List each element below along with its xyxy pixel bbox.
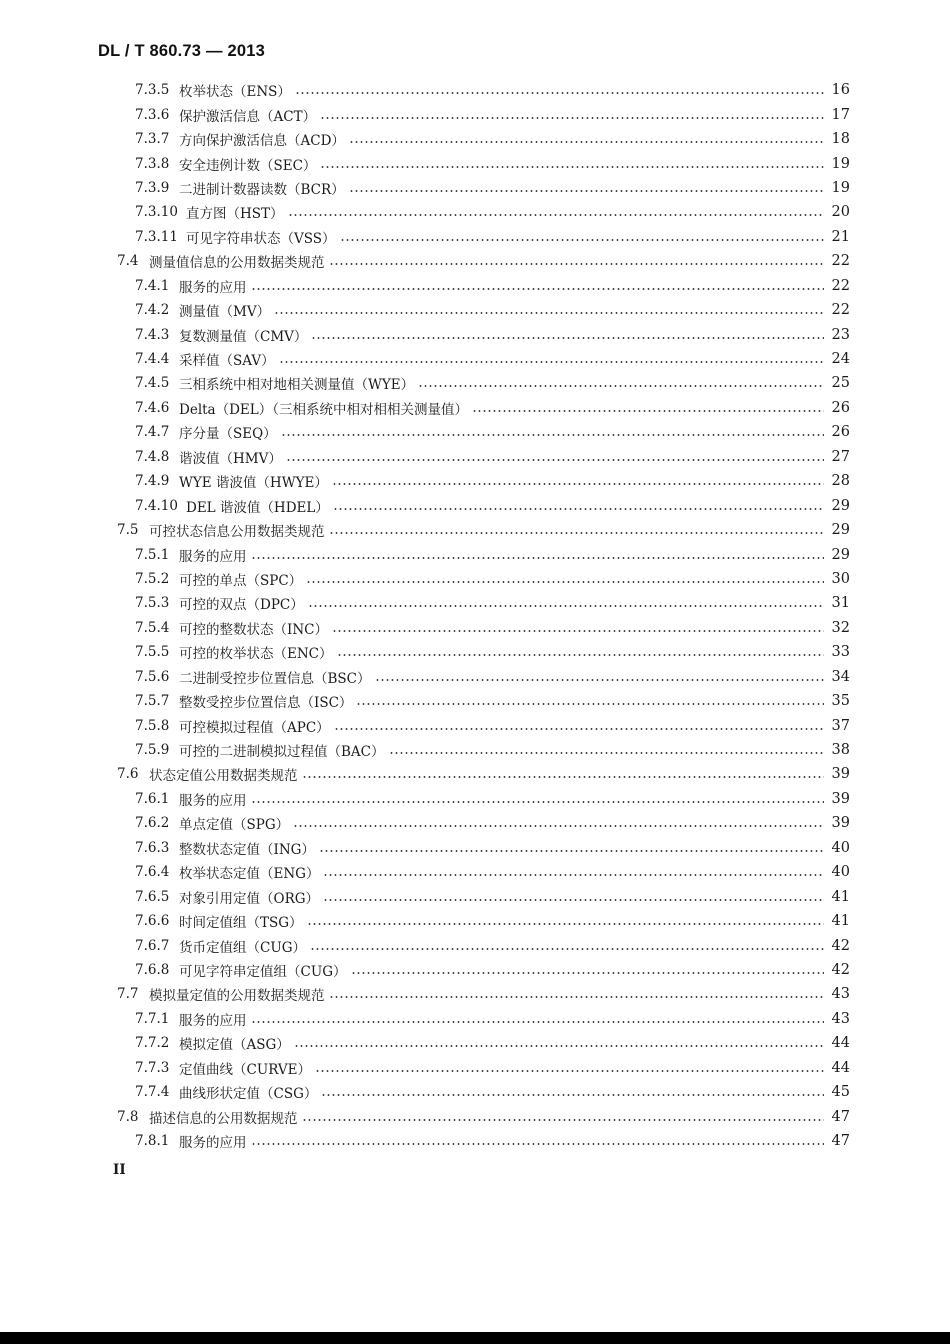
toc-dot-leader [332, 483, 824, 485]
toc-entry[interactable] [0, 933, 950, 957]
toc-entry[interactable] [0, 102, 950, 126]
toc-entry-page: 40 [831, 864, 850, 881]
toc-dot-leader [375, 679, 825, 681]
toc-dot-leader [321, 1094, 824, 1096]
toc-entry[interactable] [0, 445, 950, 469]
toc-entry-number: 7.6.5 [135, 888, 170, 905]
toc-entry-number: 7.5 [117, 522, 139, 539]
toc-entry[interactable] [0, 542, 950, 566]
toc-dot-leader [302, 1119, 825, 1121]
toc-dot-leader [251, 557, 825, 559]
toc-dot-leader [251, 801, 825, 803]
toc-entry[interactable] [0, 371, 950, 395]
toc-entry-page: 43 [831, 986, 850, 1003]
toc-entry-page: 29 [831, 497, 850, 514]
toc-entry-page: 23 [831, 326, 850, 343]
toc-entry-title: 三相系统中相对地相关测量值（WYE） [179, 377, 415, 394]
toc-entry-number: 7.6.1 [135, 790, 170, 807]
toc-dot-leader [320, 166, 824, 168]
toc-dot-leader [281, 434, 824, 436]
toc-entry-title: 定值曲线（CURVE） [179, 1061, 311, 1078]
toc-dot-leader [310, 948, 824, 950]
toc-entry[interactable] [0, 1056, 950, 1080]
toc-entry[interactable] [0, 982, 950, 1006]
toc-dot-leader [356, 703, 824, 705]
toc-entry-title: 描述信息的公用数据规范 [149, 1110, 298, 1127]
toc-entry-page: 26 [831, 399, 850, 416]
toc-dot-leader [293, 825, 824, 827]
toc-entry-number: 7.4.5 [135, 375, 170, 392]
toc-entry-number: 7.5.6 [135, 668, 170, 685]
toc-entry-number: 7.4.4 [135, 351, 170, 368]
toc-dot-leader [418, 385, 824, 387]
toc-entry-title: 服务的应用 [179, 548, 247, 565]
toc-dot-leader [319, 850, 824, 852]
toc-entry-page: 47 [831, 1108, 850, 1125]
toc-entry-title: 复数测量值（CMV） [179, 328, 308, 345]
toc-entry[interactable] [0, 127, 950, 151]
toc-entry[interactable] [0, 1129, 950, 1153]
toc-entry-title: 整数状态定值（ING） [179, 841, 315, 858]
toc-entry-page: 27 [831, 448, 850, 465]
toc-entry-page: 44 [831, 1035, 850, 1052]
toc-entry-page: 32 [831, 619, 850, 636]
toc-entry-title: 可见字符串状态（VSS） [186, 230, 336, 247]
toc-entry[interactable] [0, 836, 950, 860]
toc-entry[interactable] [0, 1031, 950, 1055]
toc-entry-page: 41 [831, 888, 850, 905]
toc-dot-leader [308, 605, 824, 607]
toc-entry-number: 7.6.6 [135, 913, 170, 930]
toc-entry-title: 状态定值公用数据类规范 [149, 768, 298, 785]
toc-entry[interactable] [0, 176, 950, 200]
toc-dot-leader [251, 1021, 825, 1023]
toc-entry-number: 7.6.3 [135, 839, 170, 856]
toc-dot-leader [295, 92, 824, 94]
toc-entry-page: 39 [831, 815, 850, 832]
toc-entry-number: 7.3.5 [135, 82, 170, 99]
toc-entry[interactable] [0, 347, 950, 371]
toc-dot-leader [351, 972, 825, 974]
toc-dot-leader [311, 337, 824, 339]
toc-entry[interactable] [0, 616, 950, 640]
toc-entry-number: 7.3.7 [135, 131, 170, 148]
toc-entry[interactable] [0, 1080, 950, 1104]
toc-entry-number: 7.3.10 [135, 204, 178, 221]
toc-entry-page: 29 [831, 546, 850, 563]
toc-dot-leader [337, 654, 825, 656]
toc-entry-number: 7.4.6 [135, 399, 170, 416]
toc-dot-leader [329, 532, 825, 534]
toc-entry[interactable] [0, 396, 950, 420]
toc-entry-page: 19 [831, 179, 850, 196]
toc-entry[interactable] [0, 591, 950, 615]
toc-entry-title: 采样值（SAV） [179, 353, 275, 370]
toc-entry-page: 39 [831, 790, 850, 807]
toc-dot-leader [288, 214, 824, 216]
toc-entry-title: 可控的枚举状态（ENC） [179, 646, 333, 663]
toc-entry-title: 二进制计数器读数（BCR） [179, 181, 345, 198]
toc-entry-title: 可控的二进制模拟过程值（BAC） [179, 744, 385, 761]
toc-entry-number: 7.8.1 [135, 1133, 170, 1150]
toc-entry[interactable] [0, 200, 950, 224]
toc-entry-title: 方向保护激活信息（ACD） [179, 133, 345, 150]
toc-entry-page: 22 [831, 302, 850, 319]
toc-entry-number: 7.4.8 [135, 448, 170, 465]
toc-entry-number: 7.5.2 [135, 570, 170, 587]
toc-entry-number: 7.3.9 [135, 179, 170, 196]
toc-entry-title: 直方图（HST） [186, 206, 284, 223]
toc-entry[interactable] [0, 811, 950, 835]
toc-entry-page: 17 [831, 106, 850, 123]
toc-entry[interactable] [0, 787, 950, 811]
toc-entry-number: 7.7.4 [135, 1084, 170, 1101]
toc-entry-title: Delta（DEL）（三相系统中相对相相关测量值） [179, 401, 468, 418]
toc-entry-title: 服务的应用 [179, 1012, 247, 1029]
toc-entry[interactable] [0, 860, 950, 884]
toc-entry-title: 可控的单点（SPC） [179, 572, 303, 589]
toc-dot-leader [302, 776, 825, 778]
toc-dot-leader [323, 874, 824, 876]
toc-entry-page: 20 [831, 204, 850, 221]
toc-entry-title: 安全违例计数（SEC） [179, 157, 317, 174]
toc-entry-title: 曲线形状定值（CSG） [179, 1086, 318, 1103]
toc-dot-leader [286, 459, 824, 461]
toc-entry-title: 可控的双点（DPC） [179, 597, 304, 614]
toc-entry-number: 7.4 [117, 253, 139, 270]
toc-dot-leader [251, 1143, 825, 1145]
toc-entry[interactable] [0, 298, 950, 322]
toc-entry[interactable] [0, 958, 950, 982]
toc-dot-leader [323, 899, 824, 901]
toc-entry[interactable] [0, 1007, 950, 1031]
toc-entry-page: 21 [831, 228, 850, 245]
toc-entry[interactable] [0, 518, 950, 542]
toc-entry-page: 22 [831, 277, 850, 294]
toc-entry[interactable] [0, 689, 950, 713]
toc-entry-number: 7.4.3 [135, 326, 170, 343]
toc-entry[interactable] [0, 884, 950, 908]
toc-entry-number: 7.5.4 [135, 619, 170, 636]
toc-entry-title: 序分量（SEQ） [179, 426, 277, 443]
toc-entry-number: 7.6.7 [135, 937, 170, 954]
toc-entry-number: 7.7.1 [135, 1010, 170, 1027]
toc-entry[interactable] [0, 78, 950, 102]
toc-entry-title: WYE 谐波值（HWYE） [179, 475, 328, 492]
toc-entry-page: 37 [831, 717, 850, 734]
toc-entry-page: 38 [831, 742, 850, 759]
toc-entry-page: 29 [831, 522, 850, 539]
toc-entry-title: 可控状态信息公用数据类规范 [149, 524, 325, 541]
toc-entry-page: 16 [831, 82, 850, 99]
toc-entry-number: 7.3.11 [135, 228, 178, 245]
toc-entry-title: 服务的应用 [179, 1135, 247, 1152]
toc-entry[interactable] [0, 1104, 950, 1128]
toc-entry-page: 40 [831, 839, 850, 856]
toc-entry-number: 7.4.2 [135, 302, 170, 319]
toc-entry-page: 19 [831, 155, 850, 172]
toc-entry-page: 41 [831, 913, 850, 930]
toc-entry-title: 可见字符串定值组（CUG） [179, 963, 347, 980]
toc-entry-number: 7.6.4 [135, 864, 170, 881]
toc-entry[interactable] [0, 762, 950, 786]
toc-entry-title: 可控的整数状态（INC） [179, 621, 328, 638]
toc-dot-leader [315, 1070, 824, 1072]
toc-entry-page: 30 [831, 570, 850, 587]
toc-dot-leader [307, 923, 824, 925]
toc-entry-title: 谐波值（HMV） [179, 450, 282, 467]
toc-entry[interactable] [0, 151, 950, 175]
standard-code-header: DL / T 860.73 — 2013 [98, 42, 265, 60]
toc-entry[interactable] [0, 738, 950, 762]
toc-entry-title: 对象引用定值（ORG） [179, 890, 320, 907]
toc-entry[interactable] [0, 274, 950, 298]
toc-entry-number: 7.3.8 [135, 155, 170, 172]
toc-entry-title: 模拟定值（ASG） [179, 1037, 290, 1054]
toc-entry-number: 7.8 [117, 1108, 139, 1125]
toc-entry-page: 44 [831, 1059, 850, 1076]
toc-entry-number: 7.7.2 [135, 1035, 170, 1052]
toc-entry-number: 7.6.8 [135, 961, 170, 978]
toc-entry-page: 39 [831, 766, 850, 783]
toc-entry-page: 24 [831, 351, 850, 368]
toc-entry[interactable] [0, 640, 950, 664]
toc-entry-page: 18 [831, 131, 850, 148]
toc-entry-number: 7.5.5 [135, 644, 170, 661]
toc-dot-leader [349, 141, 824, 143]
toc-entry-title: 单点定值（SPG） [179, 817, 290, 834]
toc-entry-number: 7.5.3 [135, 595, 170, 612]
bottom-border-bar [0, 1332, 950, 1344]
toc-dot-leader [320, 117, 824, 119]
toc-entry-title: 整数受控步位置信息（ISC） [179, 695, 353, 712]
toc-entry-title: 测量值（MV） [179, 304, 271, 321]
toc-entry[interactable] [0, 493, 950, 517]
toc-entry-page: 26 [831, 424, 850, 441]
toc-entry[interactable] [0, 567, 950, 591]
toc-entry-page: 33 [831, 644, 850, 661]
toc-dot-leader [294, 1045, 824, 1047]
toc-entry-number: 7.5.9 [135, 742, 170, 759]
toc-entry-title: 时间定值组（TSG） [179, 915, 303, 932]
toc-entry-number: 7.4.7 [135, 424, 170, 441]
toc-entry[interactable] [0, 469, 950, 493]
toc-dot-leader [306, 581, 824, 583]
toc-entry-page: 42 [831, 961, 850, 978]
toc-entry-title: 模拟量定值的公用数据类规范 [149, 988, 325, 1005]
toc-entry-title: 枚举状态（ENS） [179, 84, 291, 101]
toc-entry[interactable] [0, 322, 950, 346]
toc-dot-leader [329, 996, 825, 998]
toc-entry-page: 43 [831, 1010, 850, 1027]
toc-entry[interactable] [0, 225, 950, 249]
toc-entry-number: 7.5.8 [135, 717, 170, 734]
toc-entry-number: 7.5.1 [135, 546, 170, 563]
toc-entry-number: 7.4.9 [135, 473, 170, 490]
toc-entry-title: 枚举状态定值（ENG） [179, 866, 320, 883]
table-of-contents [0, 78, 950, 1153]
toc-entry-number: 7.6 [117, 766, 139, 783]
toc-entry-page: 34 [831, 668, 850, 685]
toc-entry-number: 7.4.10 [135, 497, 178, 514]
toc-entry-number: 7.3.6 [135, 106, 170, 123]
toc-entry-title: 测量值信息的公用数据类规范 [149, 255, 325, 272]
toc-entry[interactable] [0, 665, 950, 689]
toc-entry-number: 7.6.2 [135, 815, 170, 832]
toc-entry-page: 28 [831, 473, 850, 490]
toc-entry-number: 7.7 [117, 986, 139, 1003]
toc-entry-page: 35 [831, 693, 850, 710]
toc-entry-title: 二进制受控步位置信息（BSC） [179, 670, 371, 687]
toc-entry-page: 31 [831, 595, 850, 612]
toc-dot-leader [389, 752, 825, 754]
toc-entry-number: 7.7.3 [135, 1059, 170, 1076]
toc-entry-page: 47 [831, 1133, 850, 1150]
toc-dot-leader [274, 312, 824, 314]
toc-entry[interactable] [0, 909, 950, 933]
toc-dot-leader [251, 288, 825, 290]
toc-entry-page: 22 [831, 253, 850, 270]
toc-dot-leader [349, 190, 824, 192]
toc-entry-title: 保护激活信息（ACT） [179, 108, 317, 125]
toc-entry-title: 货币定值组（CUG） [179, 939, 306, 956]
toc-entry-number: 7.4.1 [135, 277, 170, 294]
toc-dot-leader [340, 239, 824, 241]
toc-entry-number: 7.5.7 [135, 693, 170, 710]
toc-dot-leader [332, 630, 824, 632]
toc-entry[interactable] [0, 713, 950, 737]
toc-entry-page: 45 [831, 1084, 850, 1101]
toc-entry-page: 42 [831, 937, 850, 954]
toc-dot-leader [329, 263, 825, 265]
toc-dot-leader [279, 361, 824, 363]
toc-entry-title: 可控模拟过程值（APC） [179, 719, 330, 736]
toc-dot-leader [334, 728, 824, 730]
page-number: II [113, 1162, 126, 1178]
toc-dot-leader [333, 508, 824, 510]
toc-entry-page: 25 [831, 375, 850, 392]
toc-entry[interactable] [0, 249, 950, 273]
toc-entry-title: DEL 谐波值（HDEL） [186, 499, 329, 516]
toc-dot-leader [472, 410, 824, 412]
toc-entry-title: 服务的应用 [179, 279, 247, 296]
toc-entry[interactable] [0, 420, 950, 444]
toc-entry-title: 服务的应用 [179, 792, 247, 809]
